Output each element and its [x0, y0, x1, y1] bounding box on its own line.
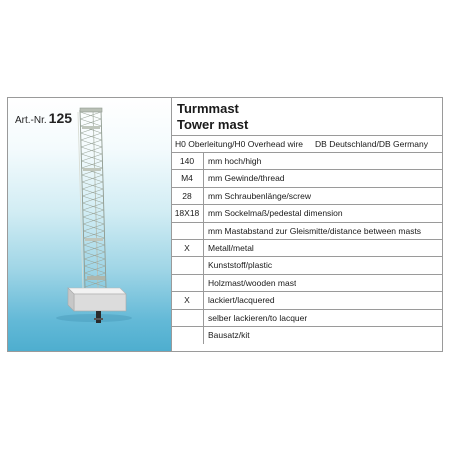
specification-table — [171, 98, 442, 344]
spec-label: Metall/metal — [208, 242, 254, 253]
spec-rows — [171, 153, 442, 344]
spec-value: 18X18 — [171, 205, 204, 221]
spec-value — [171, 310, 204, 326]
article-number-value: 125 — [48, 110, 73, 126]
spec-value: 28 — [171, 188, 204, 204]
subtitle-system: H0 Oberleitung/H0 Overhead wire — [175, 139, 304, 149]
spec-row — [171, 223, 442, 240]
title-block — [171, 98, 442, 136]
product-sheet — [7, 97, 443, 352]
article-prefix: Art.-Nr. — [15, 115, 47, 126]
spec-row — [171, 257, 442, 274]
spec-row — [171, 327, 442, 344]
spec-label: mm Mastabstand zur Gleismitte/distance between masts — [208, 225, 422, 236]
spec-value — [171, 275, 204, 291]
spec-row — [171, 153, 442, 170]
spec-label: Kunststoff/plastic — [208, 260, 273, 271]
spec-row — [171, 275, 442, 292]
title-german: Turmmast — [177, 101, 239, 116]
title-english: Tower mast — [177, 117, 249, 132]
spec-value — [171, 327, 204, 344]
subtitle-region: DB Deutschland/DB Germany — [315, 139, 428, 149]
spec-value — [171, 223, 204, 239]
spec-row — [171, 205, 442, 222]
spec-label: selber lackieren/to lacquer — [208, 312, 308, 323]
spec-value: 140 — [171, 153, 204, 169]
spec-label: mm hoch/high — [208, 156, 262, 166]
spec-label: Holzmast/wooden mast — [208, 277, 297, 288]
spec-row — [171, 170, 442, 187]
spec-label: mm Gewinde/thread — [208, 173, 285, 184]
spec-row — [171, 310, 442, 327]
tower-mast-image — [8, 98, 171, 351]
spec-row — [171, 292, 442, 309]
spec-value: X — [171, 240, 204, 256]
spec-value: M4 — [171, 170, 204, 186]
spec-value: X — [171, 292, 204, 308]
spec-row — [171, 188, 442, 205]
spec-value — [171, 257, 204, 273]
spec-row — [171, 240, 442, 257]
spec-label: mm Sockelmaß/pedestal dimension — [208, 208, 343, 219]
spec-label: lackiert/lacquered — [208, 295, 275, 306]
spec-label: mm Schraubenlänge/screw — [208, 190, 311, 201]
product-photo — [8, 98, 172, 351]
spec-label: Bausatz/kit — [208, 329, 250, 340]
subtitle-row — [171, 136, 442, 153]
